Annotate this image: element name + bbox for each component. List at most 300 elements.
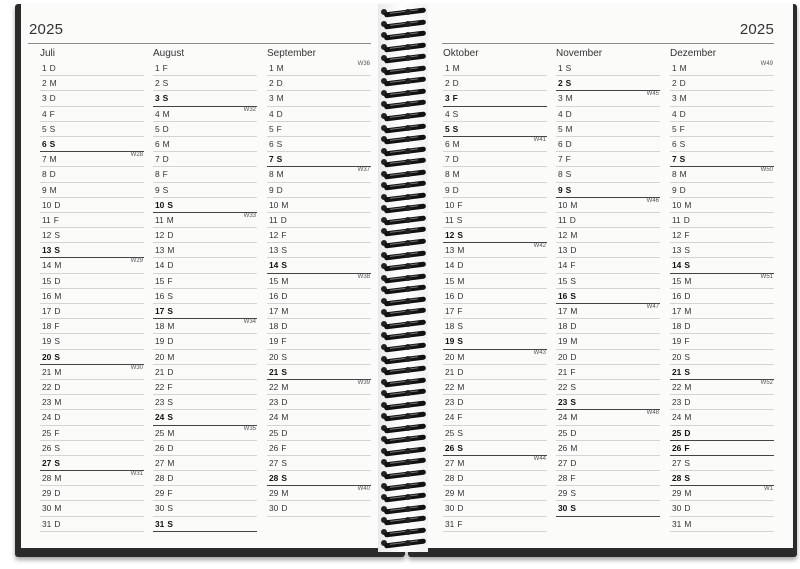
weekday-letter: M	[281, 412, 289, 423]
day-number: 3	[269, 93, 274, 104]
day-row	[267, 137, 371, 152]
weekday-letter: F	[162, 169, 168, 180]
day-number: 18	[672, 321, 682, 332]
spiral-ring	[379, 447, 431, 456]
day-row	[443, 183, 547, 198]
day-row	[153, 289, 257, 304]
day-row	[443, 274, 547, 289]
spiral-ring	[379, 308, 431, 317]
weekday-letter: M	[54, 473, 62, 484]
day-row	[153, 304, 257, 319]
day-row	[556, 152, 660, 167]
month-name: Juli	[40, 48, 56, 59]
week-number: W49	[760, 61, 773, 67]
month-column-august	[153, 47, 257, 532]
weekday-letter: D	[457, 260, 464, 271]
day-row	[670, 304, 774, 319]
day-row	[670, 76, 774, 91]
day-number: 17	[672, 306, 682, 316]
day-row	[670, 289, 774, 304]
day-number: 10	[558, 199, 568, 210]
day-number: 22	[42, 381, 52, 392]
day-number: 6	[269, 138, 274, 149]
weekday-letter: F	[565, 154, 571, 165]
day-row	[556, 410, 660, 425]
day-row	[267, 426, 371, 441]
weekday-letter: S	[565, 184, 572, 195]
weekday-letter: M	[54, 366, 62, 377]
day-row	[153, 122, 257, 137]
day-number: 8	[155, 169, 160, 180]
day-number: 2	[672, 78, 677, 89]
day-row	[40, 228, 144, 243]
weekday-letter: M	[570, 412, 578, 423]
weekday-letter: F	[167, 275, 173, 286]
day-row	[443, 91, 547, 106]
day-number: 14	[672, 260, 682, 271]
day-row	[556, 456, 660, 471]
day-number: 3	[155, 93, 160, 104]
day-row	[153, 107, 257, 122]
weekday-letter: M	[684, 381, 692, 392]
day-number: 21	[42, 366, 52, 377]
day-row	[153, 395, 257, 410]
day-number: 22	[445, 381, 455, 392]
weekday-letter: M	[49, 184, 57, 195]
weekday-letter: S	[684, 351, 690, 362]
week-number: W38	[357, 273, 370, 280]
day-row	[153, 380, 257, 395]
day-row	[443, 441, 547, 456]
punch-hole	[405, 252, 411, 258]
day-number: 4	[42, 108, 47, 119]
weekday-letter: M	[54, 260, 62, 271]
day-number: 30	[558, 503, 568, 514]
weekday-letter: M	[565, 93, 573, 104]
day-row	[670, 517, 774, 532]
spiral-ring	[379, 251, 431, 260]
month-name: Oktober	[443, 48, 479, 59]
weekday-letter: S	[162, 78, 169, 89]
day-number: 7	[558, 154, 563, 165]
week-number: W42	[533, 243, 546, 250]
spiral-ring	[379, 20, 431, 29]
weekday-letter: D	[167, 366, 174, 377]
day-number: 4	[155, 108, 160, 119]
month-column-september	[267, 47, 371, 517]
day-row	[267, 274, 371, 289]
weekday-letter: M	[679, 169, 687, 180]
punch-hole	[405, 240, 411, 246]
day-number: 6	[42, 138, 47, 149]
spiral-ring	[379, 147, 431, 156]
weekday-letter: F	[53, 214, 59, 225]
day-row	[670, 167, 774, 182]
weekday-letter: D	[54, 488, 61, 499]
left-top-rule	[28, 43, 371, 44]
day-number: 26	[672, 442, 682, 453]
weekday-letter: D	[167, 230, 174, 241]
day-number: 25	[269, 427, 279, 438]
day-row	[443, 107, 547, 122]
weekday-letter: F	[281, 442, 287, 453]
weekday-letter: M	[281, 306, 289, 316]
day-row	[556, 122, 660, 137]
weekday-letter: S	[281, 260, 287, 271]
weekday-letter: F	[167, 488, 173, 499]
day-row	[670, 486, 774, 501]
day-row	[153, 319, 257, 334]
punch-hole	[405, 356, 411, 362]
weekday-letter: D	[162, 154, 169, 165]
weekday-letter: M	[684, 275, 692, 286]
day-number: 4	[558, 108, 563, 119]
day-list	[670, 61, 774, 532]
punch-hole	[405, 506, 411, 512]
weekday-letter: D	[49, 93, 56, 104]
day-row	[556, 441, 660, 456]
weekday-letter: M	[679, 93, 687, 104]
day-number: 21	[558, 366, 568, 377]
day-row	[556, 319, 660, 334]
week-number: W44	[533, 455, 546, 462]
weekday-letter: S	[570, 381, 576, 392]
spiral-ring	[379, 458, 431, 467]
day-number: 21	[155, 366, 165, 377]
weekday-letter: M	[167, 351, 175, 362]
punch-hole	[405, 402, 411, 408]
day-number: 17	[42, 306, 52, 316]
weekday-letter: S	[54, 336, 60, 347]
day-row	[443, 76, 547, 91]
day-row	[556, 501, 660, 516]
day-number: 28	[672, 473, 682, 484]
day-row	[153, 486, 257, 501]
day-number: 19	[558, 336, 568, 347]
day-row	[443, 365, 547, 380]
spiral-ring	[379, 401, 431, 410]
spiral-ring	[379, 435, 431, 444]
weekday-letter: M	[54, 290, 62, 301]
day-row	[556, 107, 660, 122]
weekday-letter: S	[565, 78, 572, 89]
day-row	[556, 471, 660, 486]
weekday-letter: M	[167, 427, 175, 438]
spiral-ring	[379, 89, 431, 98]
day-row	[153, 258, 257, 273]
day-row	[267, 198, 371, 213]
day-number: 11	[42, 214, 51, 225]
day-row	[40, 243, 144, 258]
month-name: August	[153, 48, 185, 59]
day-row	[443, 456, 547, 471]
spiral-ring	[379, 274, 431, 283]
day-row	[153, 183, 257, 198]
day-row	[670, 243, 774, 258]
weekday-letter: S	[162, 184, 169, 195]
right-page	[413, 4, 793, 548]
weekday-letter: M	[162, 138, 170, 149]
day-number: 17	[445, 306, 455, 316]
weekday-letter: D	[565, 138, 572, 149]
weekday-letter: S	[281, 473, 287, 484]
day-row	[267, 61, 371, 76]
day-number: 5	[155, 123, 160, 134]
day-row	[153, 410, 257, 425]
day-row	[153, 167, 257, 182]
punch-hole	[405, 148, 411, 154]
day-number: 18	[42, 321, 52, 332]
week-number: W43	[533, 349, 546, 356]
day-number: 9	[269, 184, 274, 195]
weekday-letter: M	[457, 245, 465, 256]
day-number: 21	[269, 366, 279, 377]
weekday-letter: M	[276, 169, 284, 180]
punch-hole	[405, 125, 411, 131]
day-number: 10	[155, 199, 165, 210]
day-number: 20	[558, 351, 568, 362]
weekday-letter: F	[679, 123, 685, 134]
week-number: W37	[357, 167, 370, 174]
weekday-letter: S	[452, 108, 459, 119]
day-row	[153, 274, 257, 289]
weekday-letter: S	[684, 260, 690, 271]
weekday-letter: D	[684, 321, 691, 332]
day-row	[153, 76, 257, 91]
day-row	[670, 395, 774, 410]
spiral-ring	[379, 262, 431, 271]
day-number: 30	[155, 503, 165, 514]
weekday-letter: M	[162, 108, 170, 119]
weekday-letter: F	[281, 230, 287, 241]
weekday-letter: D	[452, 184, 459, 195]
day-row	[670, 228, 774, 243]
weekday-letter: M	[49, 78, 57, 89]
day-number: 1	[672, 63, 677, 73]
day-row	[153, 228, 257, 243]
day-number: 29	[269, 488, 279, 499]
day-row	[556, 395, 660, 410]
day-row	[153, 213, 257, 228]
spiral-ring	[379, 320, 431, 329]
day-row	[267, 183, 371, 198]
weekday-letter: D	[570, 427, 577, 438]
day-number: 11	[269, 214, 278, 225]
day-row	[267, 167, 371, 182]
day-row	[670, 198, 774, 213]
day-row	[556, 304, 660, 319]
weekday-letter: D	[276, 78, 283, 89]
month-column-oktober	[443, 47, 547, 532]
day-number: 28	[445, 473, 455, 484]
day-number: 1	[42, 63, 47, 73]
day-number: 22	[269, 381, 279, 392]
day-row	[40, 380, 144, 395]
day-number: 14	[269, 260, 279, 271]
week-number: W33	[243, 212, 256, 219]
punch-hole	[405, 67, 411, 73]
day-row	[40, 486, 144, 501]
day-number: 25	[558, 427, 568, 438]
weekday-letter: S	[457, 336, 463, 347]
day-row	[670, 456, 774, 471]
day-number: 5	[445, 123, 450, 134]
day-number: 18	[445, 321, 455, 332]
day-number: 16	[269, 290, 279, 301]
day-number: 27	[558, 457, 568, 468]
spiral-ring	[379, 216, 431, 225]
day-row	[443, 61, 547, 76]
spiral-ring	[379, 158, 431, 167]
day-row	[556, 137, 660, 152]
week-number: W51	[760, 273, 773, 280]
weekday-letter: S	[281, 245, 287, 256]
weekday-letter: M	[457, 457, 465, 468]
weekday-letter: S	[570, 397, 576, 408]
weekday-letter: M	[457, 381, 465, 392]
day-number: 1	[558, 63, 563, 73]
week-number: W46	[646, 197, 659, 204]
spiral-ring	[379, 227, 431, 236]
spiral-ring	[379, 482, 431, 491]
day-number: 8	[445, 169, 450, 180]
month-name: Dezember	[670, 48, 717, 59]
day-number: 22	[155, 381, 165, 392]
day-row	[556, 183, 660, 198]
day-row	[40, 183, 144, 198]
punch-hole	[405, 275, 411, 281]
day-row	[670, 471, 774, 486]
day-number: 29	[558, 488, 568, 499]
weekday-letter: D	[684, 290, 691, 301]
day-row	[443, 258, 547, 273]
day-list	[40, 61, 144, 532]
day-number: 9	[672, 184, 677, 195]
weekday-letter: M	[565, 123, 573, 134]
day-number: 28	[42, 473, 52, 484]
day-row	[556, 380, 660, 395]
spiral-ring	[379, 366, 431, 375]
weekday-letter: D	[679, 108, 686, 119]
weekday-letter: S	[570, 275, 576, 286]
day-row	[153, 198, 257, 213]
day-row	[443, 319, 547, 334]
weekday-letter: F	[54, 427, 60, 438]
day-number: 3	[672, 93, 677, 104]
spiral-ring	[379, 470, 431, 479]
weekday-letter: D	[54, 412, 61, 423]
spiral-ring	[379, 412, 431, 421]
day-number: 31	[445, 518, 455, 529]
day-row	[670, 137, 774, 152]
day-row	[556, 91, 660, 106]
week-number: W30	[130, 364, 143, 371]
day-number: 13	[445, 245, 455, 256]
weekday-letter: S	[456, 214, 463, 225]
spiral-ring	[379, 43, 431, 52]
day-number: 16	[445, 290, 455, 301]
spiral-ring	[379, 493, 431, 502]
day-row	[40, 441, 144, 456]
day-number: 27	[269, 457, 279, 468]
day-number: 5	[42, 123, 47, 134]
punch-hole	[405, 529, 411, 535]
day-row	[40, 107, 144, 122]
day-row	[670, 274, 774, 289]
week-number: W32	[243, 106, 256, 113]
day-number: 29	[42, 488, 52, 499]
spiral-ring	[379, 181, 431, 190]
weekday-letter: S	[167, 503, 173, 514]
day-row	[443, 152, 547, 167]
spiral-ring	[379, 505, 431, 514]
day-row	[153, 243, 257, 258]
day-number: 7	[155, 154, 160, 165]
week-number: W36	[357, 61, 370, 67]
day-row	[670, 426, 774, 441]
weekday-letter: F	[54, 321, 60, 332]
spiral-ring	[379, 343, 431, 352]
day-number: 17	[155, 306, 165, 316]
spiral-ring	[379, 331, 431, 340]
day-number: 23	[42, 397, 52, 408]
day-row	[267, 501, 371, 516]
day-number: 21	[445, 366, 455, 377]
weekday-letter: M	[54, 503, 62, 514]
spiral-ring	[379, 135, 431, 144]
day-row	[40, 61, 144, 76]
day-list	[443, 61, 547, 532]
day-row	[153, 152, 257, 167]
day-number: 15	[42, 275, 52, 286]
punch-hole	[405, 321, 411, 327]
punch-hole	[405, 205, 411, 211]
punch-hole	[405, 101, 411, 107]
weekday-letter: M	[452, 138, 460, 149]
punch-hole	[405, 448, 411, 454]
day-number: 14	[42, 260, 52, 271]
day-number: 28	[269, 473, 279, 484]
day-row	[40, 258, 144, 273]
punch-hole	[405, 344, 411, 350]
weekday-letter: S	[457, 442, 463, 453]
day-number: 20	[155, 351, 165, 362]
day-row	[267, 334, 371, 349]
weekday-letter: S	[570, 488, 576, 499]
day-row	[153, 471, 257, 486]
day-number: 25	[42, 427, 52, 438]
day-row	[556, 365, 660, 380]
weekday-letter: M	[570, 442, 578, 453]
weekday-letter: M	[54, 397, 62, 408]
day-number: 13	[558, 245, 568, 256]
day-row	[556, 289, 660, 304]
weekday-letter: S	[276, 154, 283, 165]
weekday-letter: M	[276, 93, 284, 104]
day-row	[443, 395, 547, 410]
day-number: 7	[269, 154, 274, 165]
day-row	[40, 304, 144, 319]
day-number: 2	[558, 78, 563, 89]
day-number: 3	[42, 93, 47, 104]
day-row	[443, 350, 547, 365]
week-number: W31	[130, 471, 143, 478]
day-number: 24	[672, 412, 682, 423]
weekday-letter: F	[457, 306, 463, 316]
day-row	[40, 410, 144, 425]
day-number: 16	[558, 290, 568, 301]
week-number: W39	[357, 379, 370, 386]
